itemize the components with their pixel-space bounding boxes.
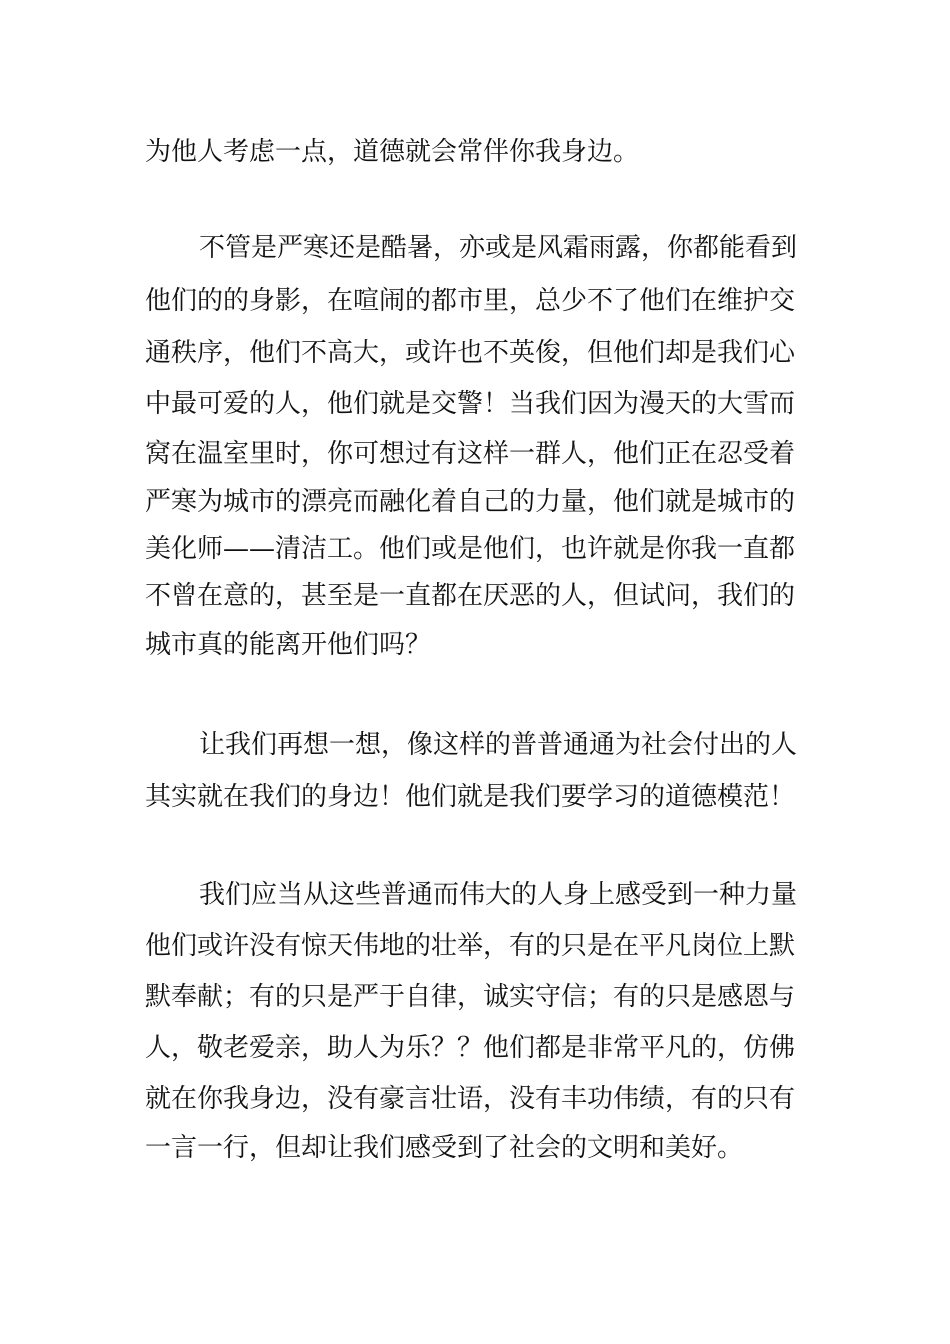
paragraph-2-line-1: 不管是严寒还是酷暑，亦或是风霜雨露，你都能看到 <box>199 233 798 263</box>
paragraph-2-line-7: 美化师——清洁工。他们或是他们，也许就是你我一直都 <box>145 534 796 564</box>
paragraph-2-line-6: 严寒为城市的漂亮而融化着自己的力量，他们就是城市的 <box>145 487 796 517</box>
paragraph-2-line-3: 通秩序，他们不高大，或许也不英俊，但他们却是我们心 <box>145 338 796 368</box>
paragraph-2-line-5: 窝在温室里时，你可想过有这样一群人，他们正在忍受着 <box>145 439 796 469</box>
paragraph-4-line-4: 人，敬老爱亲，助人为乐？？他们都是非常平凡的，仿佛 <box>145 1033 796 1063</box>
paragraph-4-line-2: 他们或许没有惊天伟地的壮举，有的只是在平凡岗位上默 <box>145 931 796 961</box>
paragraph-4-line-3: 默奉献；有的只是严于自律，诚实守信；有的只是感恩与 <box>145 982 796 1012</box>
paragraph-2-line-4: 中最可爱的人，他们就是交警！当我们因为漫天的大雪而 <box>145 389 796 419</box>
paragraph-2-line-2: 他们的的身影，在喧闹的都市里，总少不了他们在维护交 <box>145 286 796 316</box>
paragraph-4-line-5: 就在你我身边，没有豪言壮语，没有丰功伟绩，有的只有 <box>145 1084 796 1114</box>
paragraph-2-line-9: 城市真的能离开他们吗？ <box>145 630 432 660</box>
paragraph-3-line-1: 让我们再想一想，像这样的普普通通为社会付出的人 <box>199 730 798 760</box>
paragraph-4-line-6: 一言一行，但却让我们感受到了社会的文明和美好。 <box>145 1133 744 1163</box>
paragraph-2-line-8: 不曾在意的，甚至是一直都在厌恶的人，但试问，我们的 <box>145 581 796 611</box>
paragraph-3-line-2: 其实就在我们的身边！他们就是我们要学习的道德模范！ <box>145 782 796 812</box>
paragraph-4-line-1: 我们应当从这些普通而伟大的人身上感受到一种力量 <box>199 880 798 910</box>
paragraph-1-line-1: 为他人考虑一点，道德就会常伴你我身边。 <box>145 137 640 167</box>
